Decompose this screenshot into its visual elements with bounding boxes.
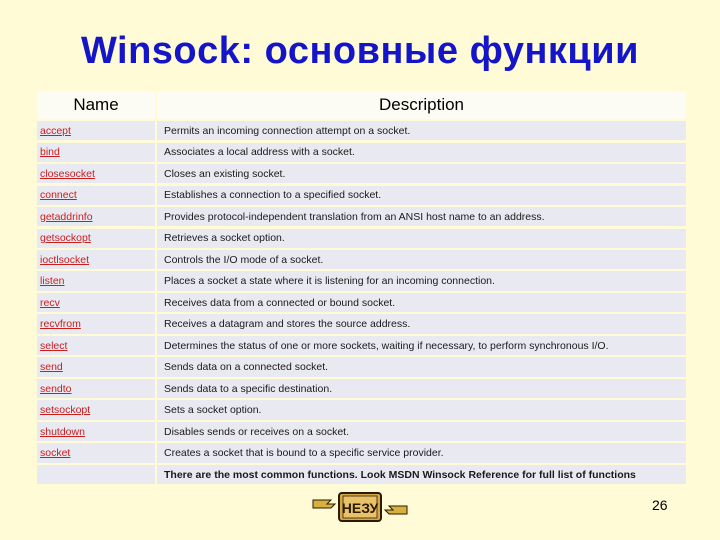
table-row (37, 400, 686, 419)
function-description: Establishes a connection to a specified socket. (157, 186, 686, 205)
table-row (37, 379, 686, 398)
function-description: Disables sends or receives on a socket. (157, 422, 686, 441)
table-body (37, 121, 686, 463)
page-number: 26 (652, 497, 668, 513)
function-name-link[interactable]: recvfrom (37, 314, 155, 333)
function-description: Sets a socket option. (157, 400, 686, 419)
table-row (37, 143, 686, 162)
function-name-link[interactable]: setsockopt (37, 400, 155, 419)
table-row (37, 164, 686, 183)
function-name-link[interactable]: bind (37, 143, 155, 162)
function-name-link[interactable]: getsockopt (37, 229, 155, 248)
table-row (37, 121, 686, 140)
function-description: Closes an existing socket. (157, 164, 686, 183)
logo-text: НЕЗУ (341, 500, 379, 516)
function-description: Controls the I/O mode of a socket. (157, 250, 686, 269)
function-description: Receives data from a connected or bound socket. (157, 293, 686, 312)
function-name-link[interactable]: select (37, 336, 155, 355)
function-description: Retrieves a socket option. (157, 229, 686, 248)
function-description: Determines the status of one or more sockets, waiting if necessary, to perform synchronous I/O. (157, 336, 686, 355)
function-description: Sends data to a specific destination. (157, 379, 686, 398)
table-row (37, 271, 686, 290)
function-name-link[interactable]: recv (37, 293, 155, 312)
table-row (37, 443, 686, 462)
sign-logo-icon (311, 490, 409, 524)
table-row (37, 314, 686, 333)
footer-empty-cell (37, 465, 155, 484)
function-name-link[interactable]: closesocket (37, 164, 155, 183)
column-header-description: Description (157, 91, 686, 119)
function-description: Creates a socket that is bound to a specific service provider. (157, 443, 686, 462)
function-name-link[interactable]: connect (37, 186, 155, 205)
table-row (37, 207, 686, 226)
function-description: Provides protocol-independent translation from an ANSI host name to an address. (157, 207, 686, 226)
function-name-link[interactable]: ioctlsocket (37, 250, 155, 269)
footer-note: There are the most common functions. Look MSDN Winsock Reference for full list of functions (157, 465, 686, 484)
function-name-link[interactable]: socket (37, 443, 155, 462)
table-row (37, 250, 686, 269)
page-title: Winsock: основные функции (80, 30, 640, 72)
table-footer-row (37, 465, 686, 484)
column-header-name: Name (37, 91, 155, 119)
function-name-link[interactable]: sendto (37, 379, 155, 398)
functions-table (37, 91, 686, 484)
function-name-link[interactable]: send (37, 357, 155, 376)
table-header (37, 91, 686, 119)
function-name-link[interactable]: getaddrinfo (37, 207, 155, 226)
function-description: Sends data on a connected socket. (157, 357, 686, 376)
table-row (37, 422, 686, 441)
function-name-link[interactable]: accept (37, 121, 155, 140)
table-row (37, 186, 686, 205)
table-row (37, 357, 686, 376)
function-description: Associates a local address with a socket. (157, 143, 686, 162)
table-row (37, 293, 686, 312)
table-row (37, 229, 686, 248)
function-description: Places a socket a state where it is listening for an incoming connection. (157, 271, 686, 290)
function-name-link[interactable]: shutdown (37, 422, 155, 441)
table-row (37, 336, 686, 355)
function-name-link[interactable]: listen (37, 271, 155, 290)
function-description: Permits an incoming connection attempt on a socket. (157, 121, 686, 140)
function-description: Receives a datagram and stores the source address. (157, 314, 686, 333)
